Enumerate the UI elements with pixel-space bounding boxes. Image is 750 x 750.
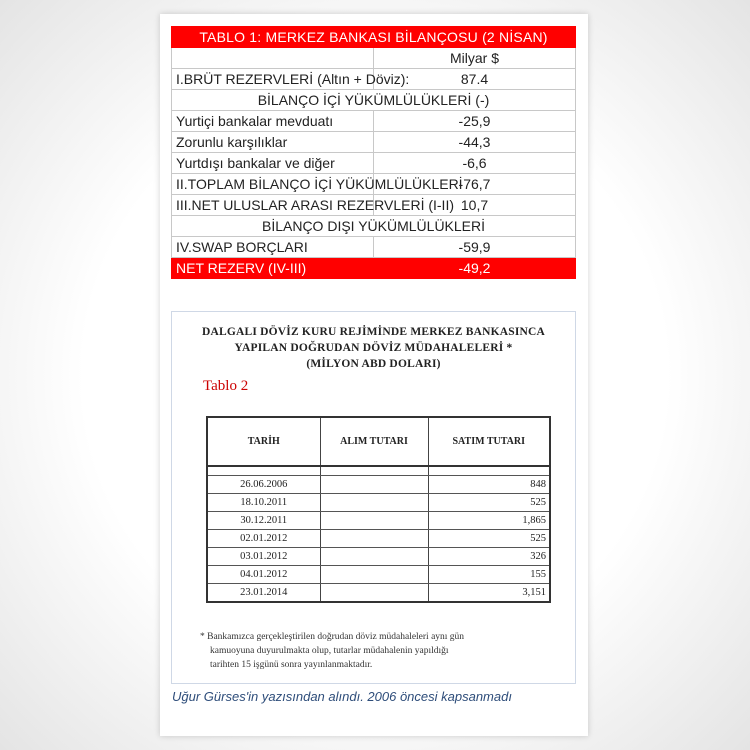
date-cell: 02.01.2012 (207, 530, 320, 548)
section-header: BİLANÇO DIŞI YÜKÜMLÜLÜKLERİ (172, 216, 576, 237)
table-title: TABLO 1: MERKEZ BANKASI BİLANÇOSU (2 NİSAN) (172, 27, 576, 48)
table-row (172, 111, 576, 132)
column-header-date: TARİH (207, 417, 320, 466)
table-row (207, 512, 550, 530)
sell-cell: 848 (428, 476, 550, 494)
sell-cell: 155 (428, 566, 550, 584)
sell-cell: 1,865 (428, 512, 550, 530)
row-value: 87.4 (374, 69, 576, 90)
heading-line: DALGALI DÖVİZ KURU REJİMİNDE MERKEZ BANKASINCA (201, 326, 546, 338)
unit-row (172, 48, 576, 69)
net-reserve-row (172, 258, 576, 279)
date-cell: 03.01.2012 (207, 548, 320, 566)
table-row (172, 153, 576, 174)
sell-cell: 3,151 (428, 584, 550, 603)
scanned-intervention-table (171, 311, 576, 684)
footnote-line: tarihten 15 işgünü sonra yayınlanmaktadır. (210, 660, 373, 670)
row-label: NET REZERV (IV-III) (172, 258, 374, 279)
sell-cell: 525 (428, 530, 550, 548)
row-value: -44,3 (374, 132, 576, 153)
date-cell: 23.01.2014 (207, 584, 320, 603)
footnote (200, 630, 560, 672)
buy-cell (320, 494, 428, 512)
table-row (207, 566, 550, 584)
heading-line: (MİLYON ABD DOLARI) (306, 358, 441, 370)
footnote-line: kamuoyuna duyurulmakta olup, tutarlar müdahalenin yapıldığı (210, 646, 449, 656)
table-title-row (172, 27, 576, 48)
table-row (207, 494, 550, 512)
heading-line: YAPILAN DOĞRUDAN DÖVİZ MÜDAHALELERİ * (234, 342, 513, 354)
footnote-line: * Bankamızca gerçekleştirilen doğrudan döviz müdahaleleri aynı gün (200, 632, 465, 642)
row-value: -6,6 (374, 153, 576, 174)
sell-cell: 326 (428, 548, 550, 566)
unit-spacer (172, 48, 374, 69)
row-value: -76,7 (374, 174, 576, 195)
row-label: III.NET ULUSLAR ARASI REZERVLERİ (I-II) (172, 195, 374, 216)
column-header-sell: SATIM TUTARI (428, 417, 550, 466)
table-row (207, 476, 550, 494)
table-row (207, 530, 550, 548)
buy-cell (320, 530, 428, 548)
table-row (207, 584, 550, 603)
date-cell: 18.10.2011 (207, 494, 320, 512)
date-cell: 26.06.2006 (207, 476, 320, 494)
table-row (172, 195, 576, 216)
intervention-header-row (207, 417, 550, 466)
buy-cell (320, 548, 428, 566)
row-label: Zorunlu karşılıklar (172, 132, 374, 153)
scan-heading (172, 324, 575, 372)
buy-cell (320, 512, 428, 530)
table-row (172, 237, 576, 258)
source-caption: Uğur Gürses'in yazısından alındı. 2006 öncesi kapsanmadı (172, 689, 512, 704)
buy-cell (320, 566, 428, 584)
spacer-row (207, 466, 550, 476)
table-row (172, 132, 576, 153)
row-value: 10,7 (374, 195, 576, 216)
unit-label: Milyar $ (374, 48, 576, 69)
table-row (172, 69, 576, 90)
section-header-row (172, 216, 576, 237)
document-card (160, 14, 588, 736)
row-label: I.BRÜT REZERVLERİ (Altın + Döviz): (172, 69, 374, 90)
central-bank-balance-table (171, 26, 576, 279)
row-label: IV.SWAP BORÇLARI (172, 237, 374, 258)
row-value: -25,9 (374, 111, 576, 132)
buy-cell (320, 584, 428, 603)
date-cell: 04.01.2012 (207, 566, 320, 584)
section-header: BİLANÇO İÇİ YÜKÜMLÜLÜKLERİ (-) (172, 90, 576, 111)
row-label: Yurtiçi bankalar mevduatı (172, 111, 374, 132)
row-value: -59,9 (374, 237, 576, 258)
section-header-row (172, 90, 576, 111)
table-row (172, 174, 576, 195)
table-row (207, 548, 550, 566)
tablo-2-label: Tablo 2 (203, 378, 249, 394)
intervention-table (206, 416, 551, 603)
row-label: II.TOPLAM BİLANÇO İÇİ YÜKÜMLÜLÜKLERİ (172, 174, 374, 195)
row-value: -49,2 (374, 258, 576, 279)
date-cell: 30.12.2011 (207, 512, 320, 530)
column-header-buy: ALIM TUTARI (320, 417, 428, 466)
sell-cell: 525 (428, 494, 550, 512)
buy-cell (320, 476, 428, 494)
row-label: Yurtdışı bankalar ve diğer (172, 153, 374, 174)
